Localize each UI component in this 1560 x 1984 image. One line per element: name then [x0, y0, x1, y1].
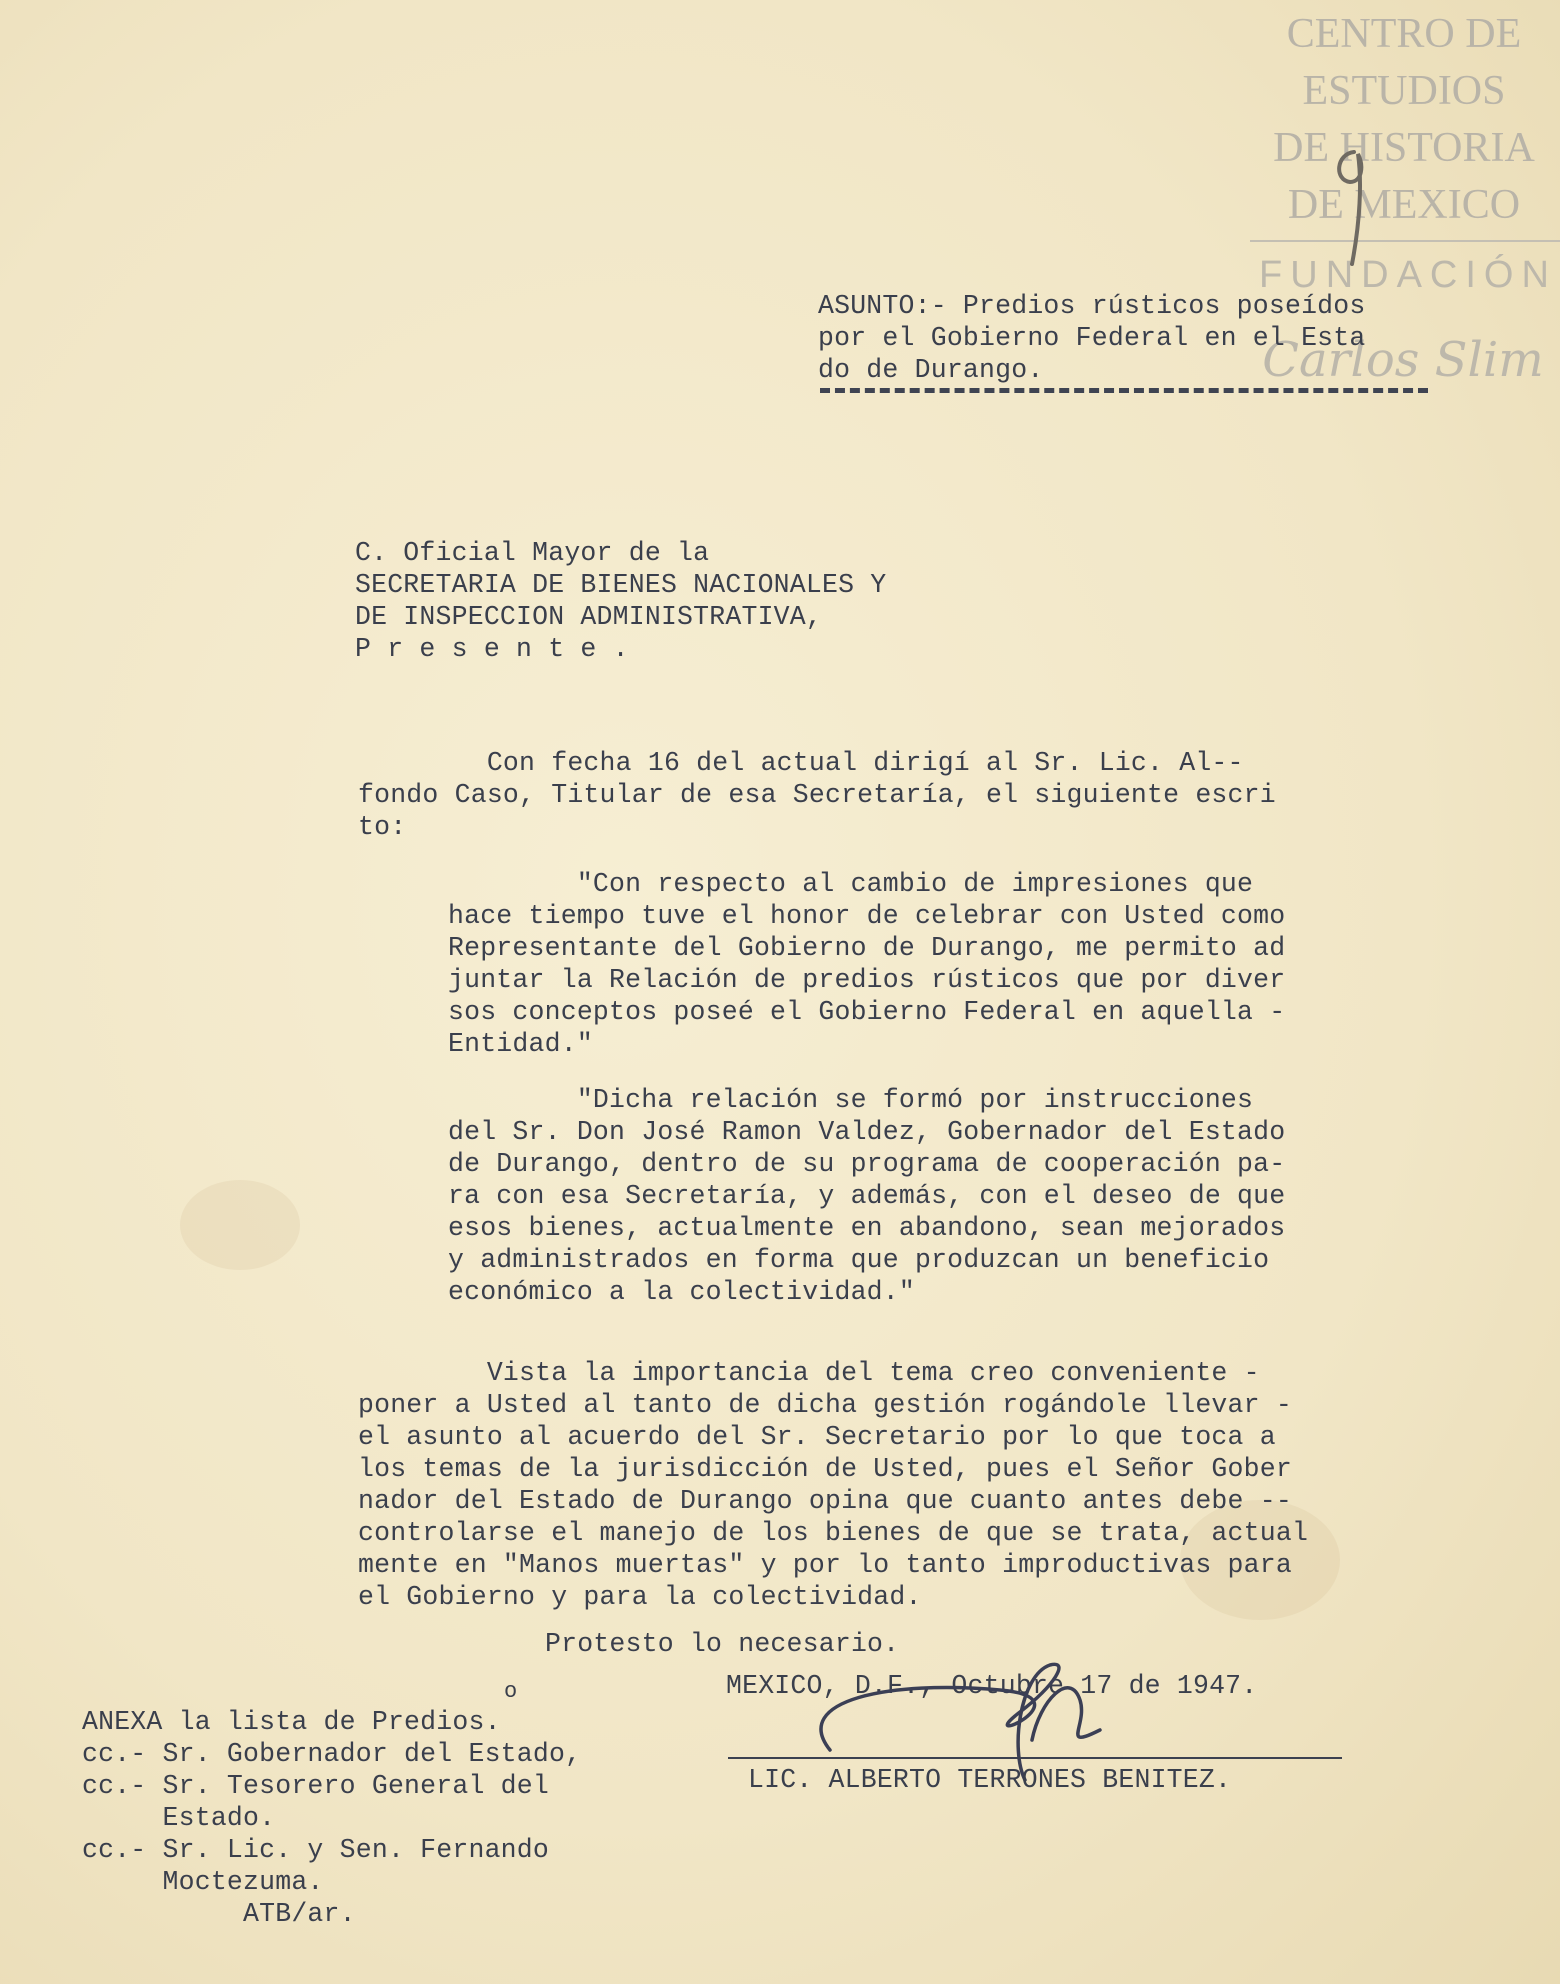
watermark-fundacion: FUNDACIÓN	[1259, 254, 1557, 296]
quote-line: y administrados en forma que produzcan un beneficio	[448, 1245, 1270, 1275]
body-line: nador del Estado de Durango opina que cuanto antes debe --	[358, 1486, 1292, 1516]
body-line: mente en "Manos muertas" y por lo tanto improductivas para	[358, 1550, 1292, 1580]
quote-line: "Con respecto al cambio de impresiones que	[448, 869, 1254, 899]
footer-line: cc.- Sr. Lic. y Sen. Fernando	[82, 1835, 549, 1865]
footer-line: ANEXA la lista de Predios.	[82, 1707, 501, 1737]
asunto-line: ASUNTO:- Predios rústicos poseídos	[818, 291, 1366, 321]
archive-watermark	[1248, 6, 1560, 234]
watermark-line: DE HISTORIA	[1273, 125, 1535, 171]
body-line: Con fecha 16 del actual dirigí al Sr. Lic. Al--	[358, 748, 1244, 778]
quote-line: económico a la colectividad."	[448, 1277, 915, 1307]
paper-stain	[180, 1180, 300, 1270]
recipient-line: DE INSPECCION ADMINISTRATIVA,	[355, 602, 822, 632]
asunto-dashed-rule	[820, 388, 1428, 393]
quote-line: ra con esa Secretaría, y además, con el deseo de que	[448, 1181, 1286, 1211]
body-line: controlarse el manejo de los bienes de que se trata, actual	[358, 1518, 1309, 1548]
quote-line: sos conceptos poseé el Gobierno Federal en aquella -	[448, 997, 1286, 1027]
quote-line: "Dicha relación se formó por instrucciones	[448, 1085, 1254, 1115]
asunto-line: do de Durango.	[818, 355, 1044, 385]
watermark-line: CENTRO DE	[1286, 11, 1522, 57]
quote-line: del Sr. Don José Ramon Valdez, Gobernador del Estado	[448, 1117, 1286, 1147]
signatory-name: LIC. ALBERTO TERRONES BENITEZ.	[748, 1765, 1232, 1795]
quote-line: Entidad."	[448, 1029, 593, 1059]
footer-line: ATB/ar.	[82, 1899, 356, 1929]
recipient-line: P r e s e n t e .	[355, 634, 629, 664]
footer-line: Moctezuma.	[82, 1867, 324, 1897]
closing-formula: Protesto lo necesario.	[545, 1629, 900, 1659]
signature-line	[728, 1757, 1342, 1759]
watermark-line: ESTUDIOS	[1302, 68, 1506, 114]
body-line: el Gobierno y para la colectividad.	[358, 1582, 922, 1612]
footer-line: Estado.	[82, 1803, 276, 1833]
quote-line: hace tiempo tuve el honor de celebrar con Usted como	[448, 901, 1286, 931]
body-line: fondo Caso, Titular de esa Secretaría, el siguiente escri	[358, 780, 1276, 810]
body-line: el asunto al acuerdo del Sr. Secretario por lo que toca a	[358, 1422, 1276, 1452]
recipient-line: SECRETARIA DE BIENES NACIONALES Y	[355, 570, 887, 600]
quote-line: esos bienes, actualmente en abandono, sean mejorados	[448, 1213, 1286, 1243]
footer-mark: o	[504, 1679, 518, 1704]
quote-line: Representante del Gobierno de Durango, me permito ad	[448, 933, 1286, 963]
quote-line: de Durango, dentro de su programa de cooperación pa-	[448, 1149, 1286, 1179]
watermark-line: DE MEXICO	[1287, 182, 1521, 228]
asunto-line: por el Gobierno Federal en el Esta	[818, 323, 1366, 353]
footer-line: cc.- Sr. Gobernador del Estado,	[82, 1739, 582, 1769]
watermark-divider	[1250, 240, 1560, 242]
body-line: Vista la importancia del tema creo conveniente -	[358, 1358, 1260, 1388]
handwritten-page-number-icon	[1322, 132, 1382, 272]
body-line: to:	[358, 812, 407, 842]
watermark-signature: Carlos Slim	[1262, 332, 1544, 388]
body-line: los temas de la jurisdicción de Usted, pues el Señor Gober	[358, 1454, 1292, 1484]
recipient-line: C. Oficial Mayor de la	[355, 538, 710, 568]
body-line: poner a Usted al tanto de dicha gestión rogándole llevar -	[358, 1390, 1292, 1420]
footer-line: cc.- Sr. Tesorero General del	[82, 1771, 549, 1801]
quote-line: juntar la Relación de predios rústicos que por diver	[448, 965, 1286, 995]
place-date: MEXICO, D.F., Octubre 17 de 1947.	[726, 1671, 1258, 1701]
